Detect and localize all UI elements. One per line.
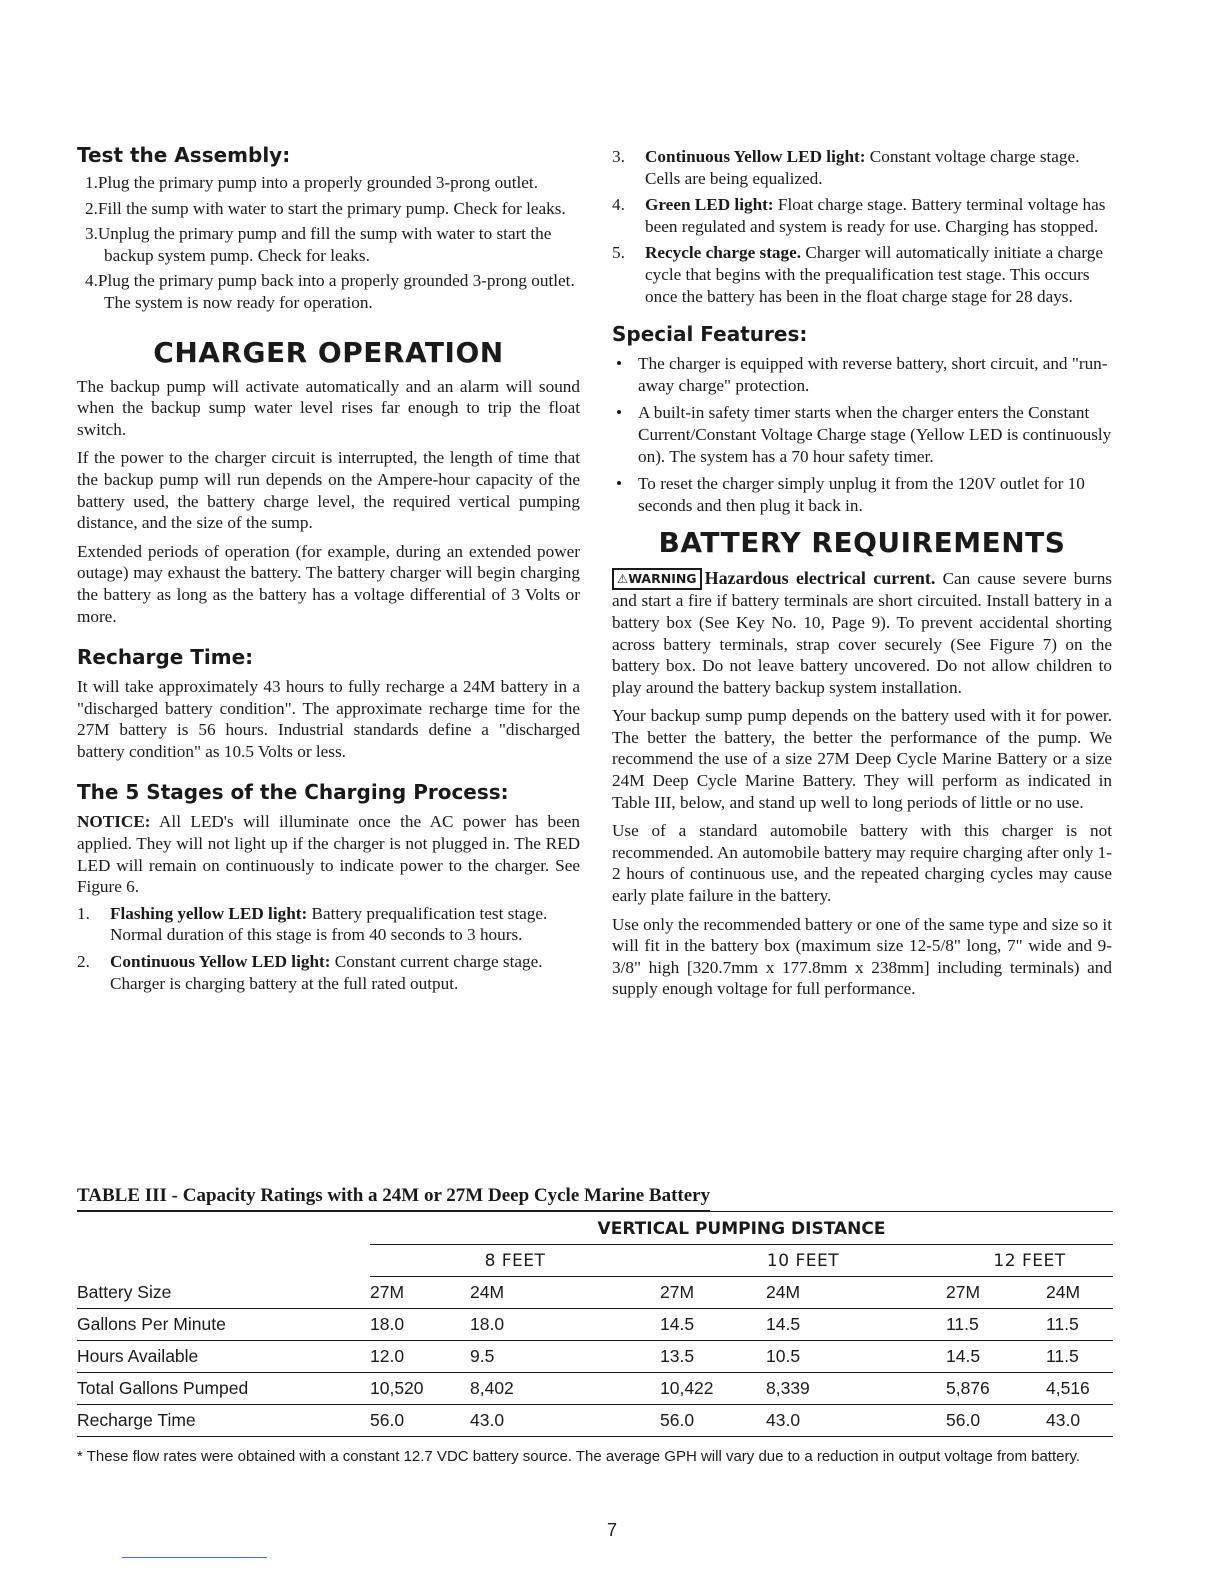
table-cell: 8,339 — [766, 1372, 946, 1404]
bullet-icon: • — [616, 403, 623, 423]
step-text: Plug the primary pump back into a properly grounded 3-prong outlet. The system is now ready for operation. — [97, 271, 575, 312]
table-cell: 12.0 — [370, 1340, 470, 1372]
right-column — [612, 142, 1112, 1000]
table-cell: 18.0 — [370, 1308, 470, 1340]
table-cell: 8,402 — [470, 1372, 660, 1404]
list-item — [612, 146, 1112, 189]
list-item — [77, 270, 580, 313]
table-cell: 11.5 — [946, 1308, 1046, 1340]
step-number: 1. — [85, 173, 98, 192]
bullet-icon: • — [616, 354, 623, 374]
table-cell: 10,520 — [370, 1372, 470, 1404]
table-cell: 56.0 — [946, 1404, 1046, 1436]
table-row — [77, 1340, 1113, 1372]
recharge-time-heading: Recharge Time: — [77, 645, 254, 670]
charger-paragraph-3: Extended periods of operation (for example, during an extended power outage) may exhaust the battery. The battery charger will begin charging the battery as long as the battery has a voltage differential of 3 Volts or more. — [77, 541, 580, 626]
table-cell: 14.5 — [946, 1340, 1046, 1372]
table-row — [77, 1308, 1113, 1340]
warning-text: Can cause severe burns and start a fire if battery terminals are short circuited. Install battery in a battery box (See Key No. 10, Page 9). To prevent accidental shorting across battery terminals, strap cover securely (See Figure 7) on the battery box. Do not leave battery uncovered. Do not allow children to play around the battery backup system installation. — [612, 569, 1112, 697]
bottom-rule — [122, 1557, 267, 1558]
vertical-pumping-distance-header: VERTICAL PUMPING DISTANCE — [370, 1212, 1113, 1244]
table-cell: 43.0 — [766, 1404, 946, 1436]
list-item — [612, 242, 1112, 307]
table-row — [77, 1404, 1113, 1436]
battery-paragraph-2: Use of a standard automobile battery with this charger is not recommended. An automobile battery may require charging after only 1-2 hours of continuous use, and the repeated charging cycles may cause early plate failure in the battery. — [612, 821, 1112, 906]
charger-paragraph-2: If the power to the charger circuit is interrupted, the length of time that the backup pump will run depends on the Ampere-hour capacity of the battery used, the battery charge level, the required vertical pumping distance, and the size of the sump. — [77, 448, 580, 533]
stage-text: Constant current charge stage. Charger is charging battery at the full rated output. — [110, 952, 543, 993]
stages-list-right — [612, 146, 1112, 307]
feature-text: A built-in safety timer starts when the charger enters the Constant Current/Constant Voltage Charge stage (Yellow LED is continuously on). The system has a 70 hour safety timer. — [638, 403, 1112, 466]
test-steps-list — [77, 172, 580, 314]
feature-text: To reset the charger simply unplug it from the 120V outlet for 10 seconds and then plug it back in. — [638, 474, 1085, 515]
list-item — [612, 353, 1112, 396]
stage-text: Constant voltage charge stage. Cells are being equalized. — [645, 147, 1080, 188]
stages-heading: The 5 Stages of the Charging Process: — [77, 780, 509, 805]
battery-requirements-heading: BATTERY REQUIREMENTS — [658, 526, 1066, 560]
table-cell: 14.5 — [660, 1308, 766, 1340]
capacity-table-block — [77, 1184, 1113, 1466]
step-text: Plug the primary pump into a properly grounded 3-prong outlet. — [97, 173, 539, 192]
charger-paragraph-1: The backup pump will activate automatically and an alarm will sound when the backup sump water level rises far enough to trip the float switch. — [77, 376, 580, 439]
stage-text: Charger will automatically initiate a charge cycle that begins with the prequalification test stage. This occurs once the battery has been in the float charge stage for 28 days. — [645, 243, 1104, 306]
stages-list-left — [77, 903, 580, 994]
page-number: 7 — [606, 1520, 617, 1540]
stage-text: Battery prequalification test stage. Normal duration of this stage is from 40 seconds to 3 hours. — [110, 903, 548, 945]
recharge-paragraph: It will take approximately 43 hours to fully recharge a 24M battery in a "discharged battery condition". The approximate recharge time for the 27M battery is 56 hours. Industrial standards define a "discharged battery condition" as 10.5 Volts or less. — [77, 677, 580, 761]
table-cell: 27M — [370, 1276, 470, 1308]
row-label: Total Gallons Pumped — [77, 1372, 370, 1404]
step-number: 2. — [85, 198, 98, 218]
stage-text: Float charge stage. Battery terminal voltage has been regulated and system is ready for use. Charging has stopped. — [645, 195, 1106, 236]
step-text: Unplug the primary pump and fill the sump with water to start the backup system pump. Check for leaks. — [97, 224, 552, 265]
list-item — [77, 198, 580, 220]
stage-number: 1. — [77, 903, 90, 923]
step-number: 4. — [85, 271, 98, 291]
list-item — [612, 473, 1112, 516]
stage-number: 5. — [612, 243, 625, 263]
features-list — [612, 353, 1112, 516]
table-cell: 10,422 — [660, 1372, 766, 1404]
table-cell: 27M — [660, 1276, 766, 1308]
stage-label: Green LED light: — [645, 195, 774, 215]
list-item — [612, 402, 1112, 467]
special-features-heading: Special Features: — [612, 322, 808, 347]
stage-number: 2. — [77, 952, 90, 972]
list-item — [77, 223, 580, 266]
table-cell: 10.5 — [766, 1340, 946, 1372]
stage-number: 3. — [612, 147, 625, 166]
table-cell: 18.0 — [470, 1308, 660, 1340]
table-cell: 4,516 — [1046, 1372, 1113, 1404]
table-cell: 43.0 — [1046, 1404, 1113, 1436]
table-cell: 43.0 — [470, 1404, 660, 1436]
capacity-table — [77, 1212, 1113, 1437]
stage-label: Recycle charge stage. — [645, 243, 802, 263]
stage-label: Continuous Yellow LED light: — [645, 147, 866, 166]
step-number: 3. — [85, 224, 98, 244]
list-item — [77, 172, 580, 194]
table-row — [77, 1372, 1113, 1404]
table-cell: 11.5 — [1046, 1340, 1113, 1372]
table-cell: 14.5 — [766, 1308, 946, 1340]
table-header-row — [77, 1212, 1113, 1244]
table-caption: TABLE III - Capacity Ratings with a 24M or 27M Deep Cycle Marine Battery — [77, 1184, 710, 1211]
test-assembly-heading: Test the Assembly: — [77, 143, 291, 167]
table-cell: 5,876 — [946, 1372, 1046, 1404]
notice-label: NOTICE: — [77, 812, 151, 832]
row-label: Gallons Per Minute — [77, 1308, 370, 1340]
list-item — [612, 194, 1112, 237]
battery-paragraph-1: Your backup sump pump depends on the battery used with it for power. The better the battery, the better the performance of the pump. We recommend the use of a size 27M Deep Cycle Marine Battery or a size 24M Deep Cycle Marine Battery. They will perform as indicated in Table III, below, and stand up well to long periods of little or no use. — [612, 706, 1112, 812]
stage-label: Flashing yellow LED light: — [110, 903, 308, 923]
battery-paragraph-3: Use only the recommended battery or one of the same type and size so it will fit in the battery box (maximum size 12-5/8" long, 7" wide and 9-3/8" high [320.7mm x 177.8mm x 238mm] including terminals) and supply enough voltage for full performance. — [612, 914, 1112, 999]
charger-operation-heading: CHARGER OPERATION — [153, 335, 504, 369]
row-label: Battery Size — [77, 1276, 370, 1308]
row-label: Hours Available — [77, 1340, 370, 1372]
table-cell: 24M — [470, 1276, 660, 1308]
warning-title: Hazardous electrical current. — [704, 568, 936, 589]
stage-number: 4. — [612, 195, 625, 215]
bullet-icon: • — [616, 474, 623, 494]
notice-paragraph — [77, 811, 580, 897]
stage-label: Continuous Yellow LED light: — [110, 952, 331, 972]
notice-text: All LED's will illuminate once the AC power has been applied. They will not light up if the charger is not plugged in. The RED LED will remain on continuously to indicate power to the charger. See Figure 6. — [77, 812, 580, 897]
left-column — [77, 142, 580, 999]
feature-text: The charger is equipped with reverse battery, short circuit, and "run-away charge" protection. — [638, 354, 1108, 395]
step-text: Fill the sump with water to start the primary pump. Check for leaks. — [97, 198, 566, 218]
table-cell: 56.0 — [370, 1404, 470, 1436]
group-12-feet: 12 FEET — [946, 1244, 1113, 1276]
table-cell: 11.5 — [1046, 1308, 1113, 1340]
warning-paragraph — [612, 568, 1112, 698]
table-group-row — [77, 1244, 1113, 1276]
group-10-feet: 10 FEET — [660, 1244, 946, 1276]
warning-badge: ⚠WARNING — [612, 568, 702, 590]
table-cell: 24M — [766, 1276, 946, 1308]
table-footnote: * These flow rates were obtained with a constant 12.7 VDC battery source. The average GPH will vary due to a reduction in output voltage from battery. — [77, 1447, 1081, 1465]
table-cell: 9.5 — [470, 1340, 660, 1372]
table-cell: 24M — [1046, 1276, 1113, 1308]
table-cell: 56.0 — [660, 1404, 766, 1436]
group-8-feet: 8 FEET — [370, 1244, 660, 1276]
table-row — [77, 1276, 1113, 1308]
table-cell: 13.5 — [660, 1340, 766, 1372]
list-item — [77, 951, 580, 994]
table-cell: 27M — [946, 1276, 1046, 1308]
list-item — [77, 903, 580, 946]
row-label: Recharge Time — [77, 1404, 370, 1436]
